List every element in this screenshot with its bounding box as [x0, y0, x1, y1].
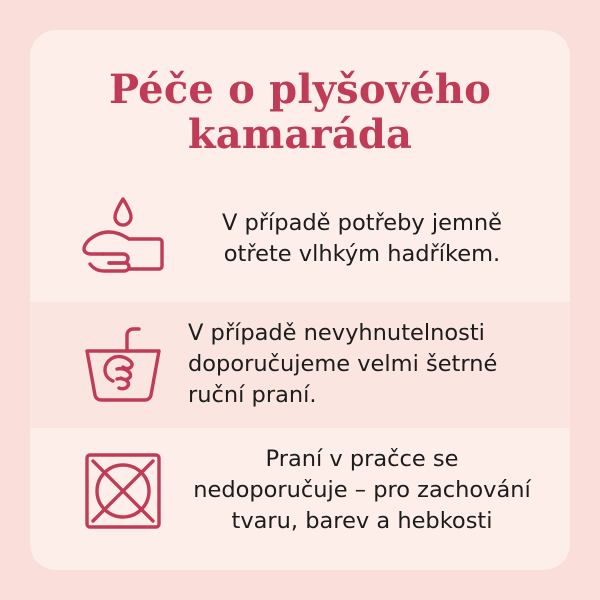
- no-machine-wash-crossed-square-icon: [64, 439, 182, 543]
- instruction-text: V případě potřeby jemně otřete vlhkým hadříkem.: [221, 209, 502, 267]
- hand-wash-in-basin-icon: [64, 313, 182, 417]
- list-item: [64, 428, 536, 554]
- hand-wiping-with-cloth-and-water-drop-icon: [64, 187, 182, 291]
- list-item: [64, 176, 536, 302]
- instruction-text: V případě nevyhnutelnosti doporučujeme velmi šetrné ruční praní.: [188, 320, 498, 409]
- care-instructions-card: [30, 30, 570, 570]
- instruction-list: [64, 176, 536, 554]
- list-item: [30, 302, 570, 428]
- page-title: Péče o plyšového kamaráda: [108, 66, 492, 158]
- instruction-text: Praní v pračce se nedoporučuje – pro zachování tvaru, barev a hebkosti: [193, 446, 531, 535]
